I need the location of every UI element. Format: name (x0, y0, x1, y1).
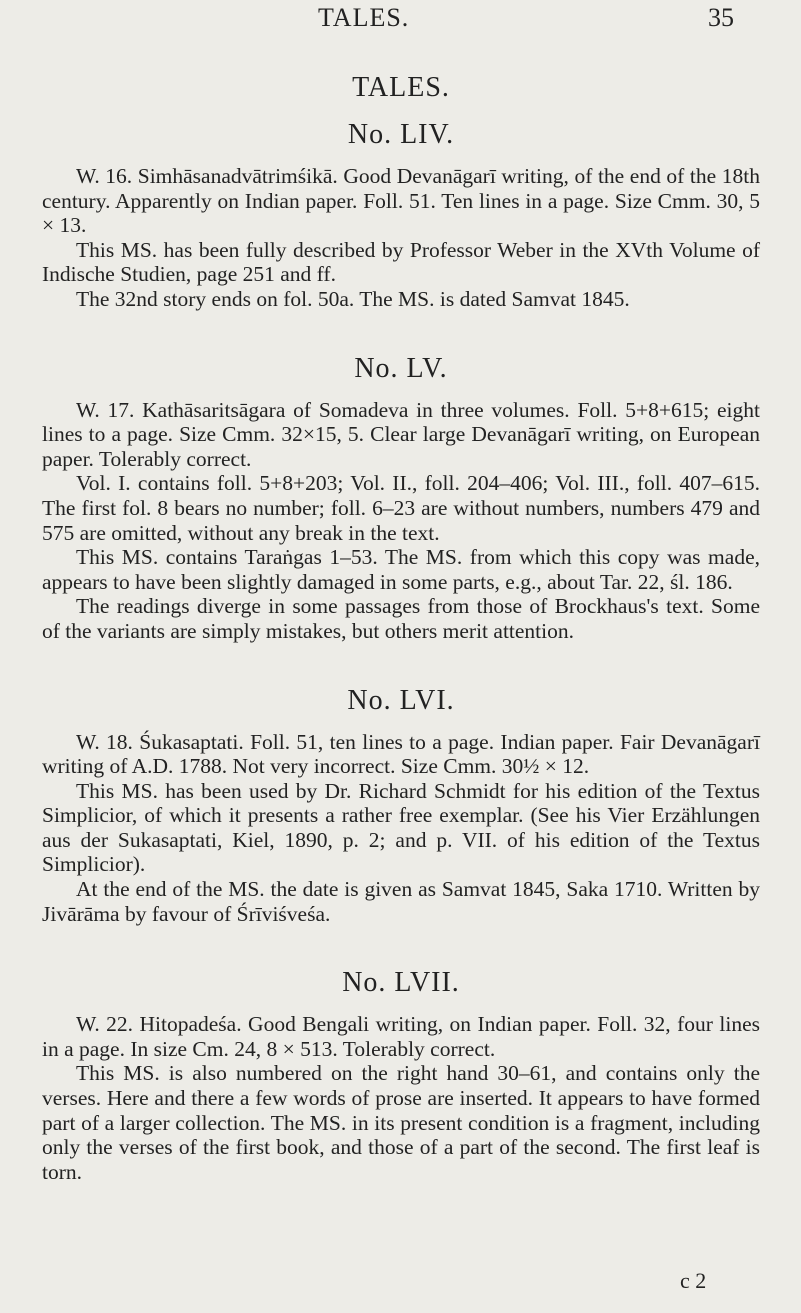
entry-paragraph: W. 18. Śukasaptati. Foll. 51, ten lines to a page. Indian paper. Fair Devanāgarī writing of A.D. 1788. Not very incorrect. Size Cmm. 30½ × 12. (42, 729, 760, 779)
entry-number: No. LVI. (347, 684, 455, 716)
entry-number: No. LV. (354, 352, 448, 384)
signature-mark: c 2 (680, 1268, 707, 1293)
running-head (0, 0, 801, 40)
entry-number: No. LVII. (342, 967, 460, 999)
running-head-title: TALES. (318, 3, 410, 32)
section-title: TALES. (352, 72, 450, 103)
entry-paragraph: W. 17. Kathāsaritsāgara of Somadeva in three volumes. Foll. 5+8+615; eight lines to a page. Size Cmm. 32×15, 5. Clear large Devanāgarī writing, on European paper. Tolerably correct. (42, 397, 760, 471)
page-body (42, 70, 760, 1184)
entry-lv (42, 350, 760, 644)
entry-paragraph: Vol. I. contains foll. 5+8+203; Vol. II., foll. 204–406; Vol. III., foll. 407–615. The first fol. 8 bears no number; foll. 6–23 are without numbers, numbers 479 and 575 are omitted, without any break in the text. (42, 471, 760, 545)
entry-paragraph: This MS. is also numbered on the right hand 30–61, and contains only the verses. Here and there a few words of prose are inserted. It appears to have formed part of a larger collection. The MS. in its present condition is a fragment, including only the verses of the first book, and those of a part of the second. The first leaf is torn. (42, 1061, 760, 1184)
entry-paragraph: W. 16. Simhāsanadvātrimśikā. Good Devanāgarī writing, of the end of the 18th century. Apparently on Indian paper. Foll. 51. Ten lines in a page. Size Cmm. 30, 5 × 13. (42, 164, 760, 238)
entry-paragraph: W. 22. Hitopadeśa. Good Bengali writing, on Indian paper. Foll. 32, four lines in a page. In size Cm. 24, 8 × 513. Tolerably correct. (42, 1012, 760, 1061)
entry-lvi (42, 682, 760, 927)
entry-paragraph: This MS. has been used by Dr. Richard Schmidt for his edition of the Textus Simplicior, of which it presents a rather free exemplar. (See his Vier Erzählungen aus der Sukasaptati, Kiel, 1890, p. 2; and p. VII. of his edition of the Textus Simplicior). (42, 778, 760, 877)
entry-lvii (42, 964, 760, 1184)
entry-paragraph: This MS. contains Taraṅgas 1–53. The MS. from which this copy was made, appears to have been slightly damaged in some parts, e.g., about Tar. 22, śl. 186. (42, 545, 760, 594)
entry-paragraph: The 32nd story ends on fol. 50a. The MS. is dated Samvat 1845. (76, 286, 630, 311)
entry-number: No. LIV. (347, 119, 455, 150)
page-number: 35 (708, 3, 734, 32)
entry-paragraph: This MS. has been fully described by Professor Weber in the XVth Volume of Indische Studien, page 251 and ff. (42, 237, 760, 287)
entry-liv (42, 116, 760, 312)
entry-paragraph: The readings diverge in some passages from those of Brockhaus's text. Some of the variants are simply mistakes, but others merit attention. (42, 594, 760, 643)
entry-paragraph: At the end of the MS. the date is given as Samvat 1845, Saka 1710. Written by Jivārāma by favour of Śrīviśveśa. (42, 877, 760, 926)
